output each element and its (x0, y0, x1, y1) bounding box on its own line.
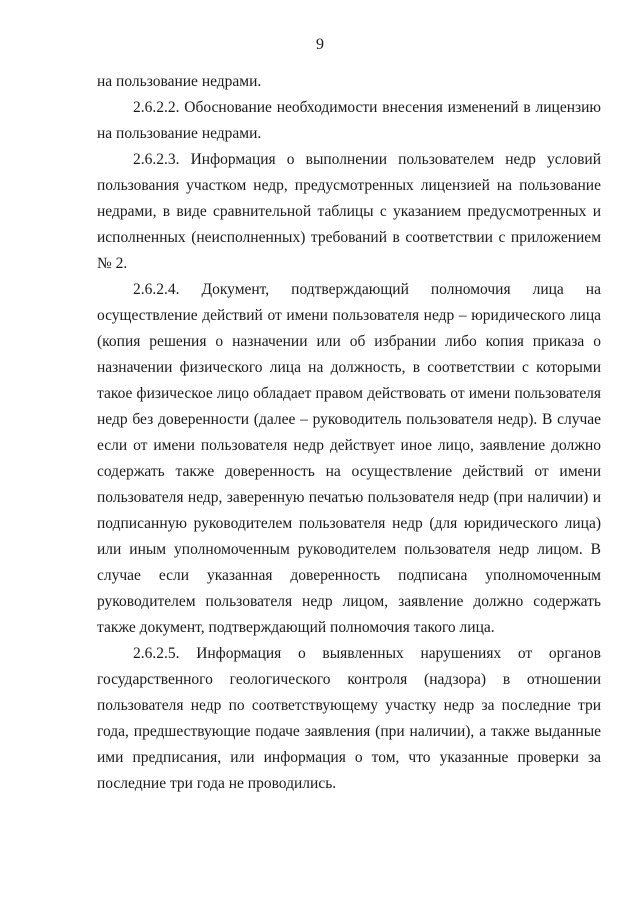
paragraph-2-6-2-5: 2.6.2.5. Информация о выявленных нарушениях от органов государственного геологического контроля (надзора) в отношении пользователя недр по соответствующему участку недр за последние три года, предшествующие подаче заявления (при наличии), а также выданные ими предписания, или информация о том, что указанные проверки за последние три года не проводились. (97, 645, 601, 792)
paragraph-2-6-2-3: 2.6.2.3. Информация о выполнении пользователем недр условий пользования участком недр, предусмотренных лицензией на пользование недрами, в виде сравнительной таблицы с указанием предусмотренных и исполненных (неисполненных) требований в соответствии с приложением № 2. (97, 151, 601, 272)
document-body (97, 69, 601, 797)
paragraph-2-6-2-4: 2.6.2.4. Документ, подтверждающий полномочия лица на осуществление действий от имени пользователя недр – юридического лица (копия решения о назначении или об избрании либо копия приказа о назначении физического лица на должность, в соответствии с которыми такое физическое лицо обладает правом действовать от имени пользователя недр без доверенности (далее – руководитель пользователя недр). В случае если от имени пользователя недр действует иное лицо, заявление должно содержать также доверенность на осуществление действий от имени пользователя недр, заверенную печатью пользователя недр (при наличии) и подписанную руководителем пользователя недр (для юридического лица) или иным уполномоченным руководителем пользователя недр лицом. В случае если указанная доверенность подписана уполномоченным руководителем пользователя недр лицом, заявление должно содержать также документ, подтверждающий полномочия такого лица. (97, 281, 601, 636)
page-number: 9 (316, 36, 324, 53)
paragraph-2-6-2-2: 2.6.2.2. Обоснование необходимости внесения изменений в лицензию на пользование недрами. (97, 99, 601, 142)
paragraph-continuation: на пользование недрами. (97, 73, 262, 90)
